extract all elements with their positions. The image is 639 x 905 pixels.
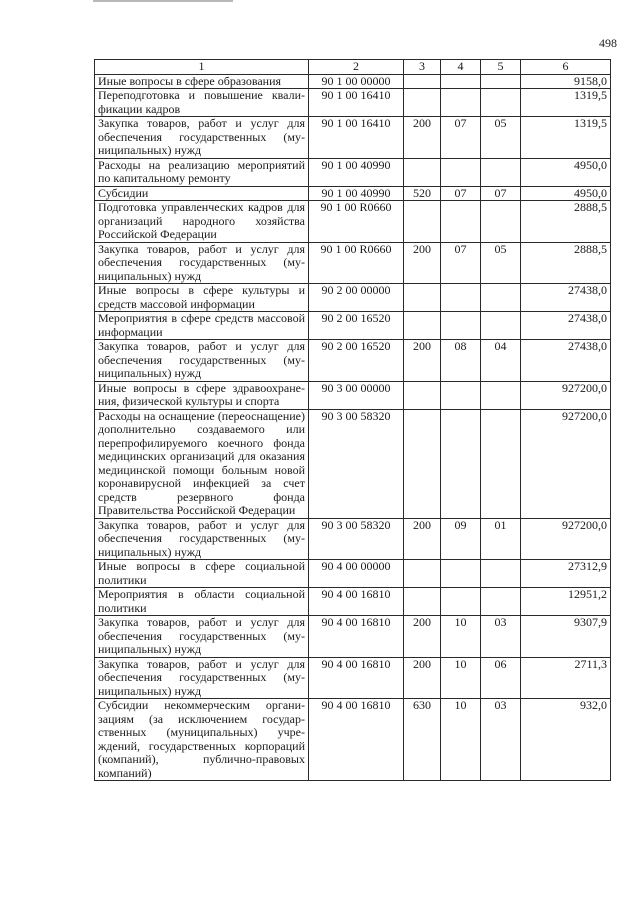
- row-col-4: [441, 381, 481, 409]
- row-col-3: 200: [404, 242, 441, 284]
- top-scan-rule: [93, 0, 233, 2]
- row-code: 90 3 00 58320: [309, 409, 404, 518]
- header-col-1: 1: [95, 60, 309, 75]
- row-col-3: [404, 74, 441, 89]
- row-name: Закупка товаров, работ и услуг для обеспечения государственных (муниципальных) нужд: [95, 518, 309, 560]
- row-col-3: 630: [404, 699, 441, 781]
- row-col-4: 09: [441, 518, 481, 560]
- row-col-5: [481, 74, 521, 89]
- row-code: 90 4 00 16810: [309, 699, 404, 781]
- row-name: Закупка товаров, работ и услуг для обеспечения государственных (муниципальных) нужд: [95, 242, 309, 284]
- row-col-5: [481, 158, 521, 186]
- header-col-2: 2: [309, 60, 404, 75]
- row-col-5: [481, 409, 521, 518]
- row-sum: 4950,0: [521, 186, 611, 201]
- row-col-5: 03: [481, 616, 521, 658]
- row-sum: 927200,0: [521, 409, 611, 518]
- row-name: Подготовка управленческих кадров для организаций народного хозяйства Российской Федерации: [95, 201, 309, 243]
- row-name: Субсидии: [95, 186, 309, 201]
- row-name: Иные вопросы в сфере образования: [95, 74, 309, 89]
- row-name: Расходы на оснащение (переоснащение) дополнительно создаваемого или перепрофилируемого коечного фонда медицинских организаций для оказания медицинской помощи больным новой коронавирусной инфекцией за счет средств резервного фонда Правительства Российской Федерации: [95, 409, 309, 518]
- row-col-5: [481, 588, 521, 616]
- row-code: 90 1 00 R0660: [309, 242, 404, 284]
- row-code: 90 1 00 40990: [309, 158, 404, 186]
- row-col-3: [404, 89, 441, 117]
- row-col-4: [441, 158, 481, 186]
- row-sum: 12951,2: [521, 588, 611, 616]
- row-col-5: [481, 560, 521, 588]
- row-name: Мероприятия в сфере средств массовой информации: [95, 312, 309, 340]
- row-col-4: [441, 409, 481, 518]
- row-col-5: 05: [481, 242, 521, 284]
- row-sum: 27312,9: [521, 560, 611, 588]
- row-name: Переподготовка и повышение квалификации кадров: [95, 89, 309, 117]
- row-col-5: [481, 201, 521, 243]
- row-sum: 27438,0: [521, 284, 611, 312]
- header-col-5: 5: [481, 60, 521, 75]
- row-name: Закупка товаров, работ и услуг для обеспечения государственных (муниципальных) нужд: [95, 117, 309, 159]
- budget-table: [94, 59, 611, 781]
- row-sum: 2711,3: [521, 657, 611, 699]
- row-name: Расходы на реализацию мероприятий по капитальному ремонту: [95, 158, 309, 186]
- row-col-4: 10: [441, 657, 481, 699]
- table-row: [95, 340, 611, 382]
- row-col-4: [441, 74, 481, 89]
- row-col-3: 200: [404, 340, 441, 382]
- row-name: Иные вопросы в сфере культуры и средств массовой информации: [95, 284, 309, 312]
- row-sum: 9158,0: [521, 74, 611, 89]
- row-col-5: 03: [481, 699, 521, 781]
- table-row: [95, 409, 611, 518]
- row-col-5: 04: [481, 340, 521, 382]
- table-row: [95, 201, 611, 243]
- row-name: Закупка товаров, работ и услуг для обеспечения государственных (муниципальных) нужд: [95, 616, 309, 658]
- row-code: 90 4 00 16810: [309, 657, 404, 699]
- row-code: 90 4 00 16810: [309, 588, 404, 616]
- row-sum: 932,0: [521, 699, 611, 781]
- row-sum: 2888,5: [521, 201, 611, 243]
- row-col-4: 08: [441, 340, 481, 382]
- row-col-4: 07: [441, 186, 481, 201]
- row-col-3: [404, 312, 441, 340]
- table-row: [95, 560, 611, 588]
- row-sum: 2888,5: [521, 242, 611, 284]
- header-col-6: 6: [521, 60, 611, 75]
- row-col-5: 05: [481, 117, 521, 159]
- row-sum: 27438,0: [521, 340, 611, 382]
- header-col-4: 4: [441, 60, 481, 75]
- row-col-5: [481, 89, 521, 117]
- table-row: [95, 312, 611, 340]
- table-body: [95, 74, 611, 781]
- row-code: 90 2 00 00000: [309, 284, 404, 312]
- row-sum: 1319,5: [521, 117, 611, 159]
- row-code: 90 2 00 16520: [309, 340, 404, 382]
- table-row: [95, 518, 611, 560]
- row-col-4: [441, 201, 481, 243]
- row-code: 90 4 00 00000: [309, 560, 404, 588]
- row-col-3: [404, 381, 441, 409]
- row-col-3: 520: [404, 186, 441, 201]
- table-row: [95, 381, 611, 409]
- row-col-4: 07: [441, 242, 481, 284]
- page-number: 498: [599, 36, 617, 50]
- row-sum: 9307,9: [521, 616, 611, 658]
- row-col-3: 200: [404, 117, 441, 159]
- row-col-5: [481, 312, 521, 340]
- row-code: 90 2 00 16520: [309, 312, 404, 340]
- row-col-3: [404, 560, 441, 588]
- row-col-3: [404, 284, 441, 312]
- row-code: 90 1 00 16410: [309, 117, 404, 159]
- table-row: [95, 117, 611, 159]
- header-col-3: 3: [404, 60, 441, 75]
- row-sum: 927200,0: [521, 381, 611, 409]
- row-col-3: [404, 201, 441, 243]
- row-col-4: [441, 560, 481, 588]
- table-row: [95, 186, 611, 201]
- row-col-4: 10: [441, 616, 481, 658]
- row-col-3: [404, 158, 441, 186]
- row-code: 90 4 00 16810: [309, 616, 404, 658]
- row-col-5: 01: [481, 518, 521, 560]
- row-sum: 4950,0: [521, 158, 611, 186]
- table-row: [95, 89, 611, 117]
- row-col-4: 10: [441, 699, 481, 781]
- row-sum: 27438,0: [521, 312, 611, 340]
- row-col-4: [441, 89, 481, 117]
- row-col-3: [404, 409, 441, 518]
- row-col-3: 200: [404, 657, 441, 699]
- table-row: [95, 242, 611, 284]
- row-sum: 927200,0: [521, 518, 611, 560]
- table-row: [95, 158, 611, 186]
- row-code: 90 3 00 58320: [309, 518, 404, 560]
- row-name: Субсидии некоммерческим организациям (за исключением государственных (муниципальных) учреждений, государственных корпораций (компаний), публично-правовых компаний): [95, 699, 309, 781]
- row-name: Мероприятия в области социальной политики: [95, 588, 309, 616]
- row-code: 90 1 00 R0660: [309, 201, 404, 243]
- row-code: 90 1 00 00000: [309, 74, 404, 89]
- row-col-4: [441, 284, 481, 312]
- row-code: 90 1 00 40990: [309, 186, 404, 201]
- table-row: [95, 699, 611, 781]
- table-row: [95, 588, 611, 616]
- row-col-3: 200: [404, 518, 441, 560]
- row-col-4: [441, 588, 481, 616]
- table-header-row: [95, 60, 611, 75]
- table-row: [95, 74, 611, 89]
- row-col-5: 07: [481, 186, 521, 201]
- row-col-3: 200: [404, 616, 441, 658]
- row-code: 90 3 00 00000: [309, 381, 404, 409]
- row-col-4: 07: [441, 117, 481, 159]
- row-col-5: [481, 381, 521, 409]
- row-col-3: [404, 588, 441, 616]
- row-name: Иные вопросы в сфере социальной политики: [95, 560, 309, 588]
- row-sum: 1319,5: [521, 89, 611, 117]
- table-row: [95, 657, 611, 699]
- row-name: Закупка товаров, работ и услуг для обеспечения государственных (муниципальных) нужд: [95, 657, 309, 699]
- row-col-5: 06: [481, 657, 521, 699]
- row-col-4: [441, 312, 481, 340]
- row-code: 90 1 00 16410: [309, 89, 404, 117]
- row-name: Закупка товаров, работ и услуг для обеспечения государственных (муниципальных) нужд: [95, 340, 309, 382]
- row-name: Иные вопросы в сфере здравоохранения, физической культуры и спорта: [95, 381, 309, 409]
- table-row: [95, 284, 611, 312]
- row-col-5: [481, 284, 521, 312]
- table-row: [95, 616, 611, 658]
